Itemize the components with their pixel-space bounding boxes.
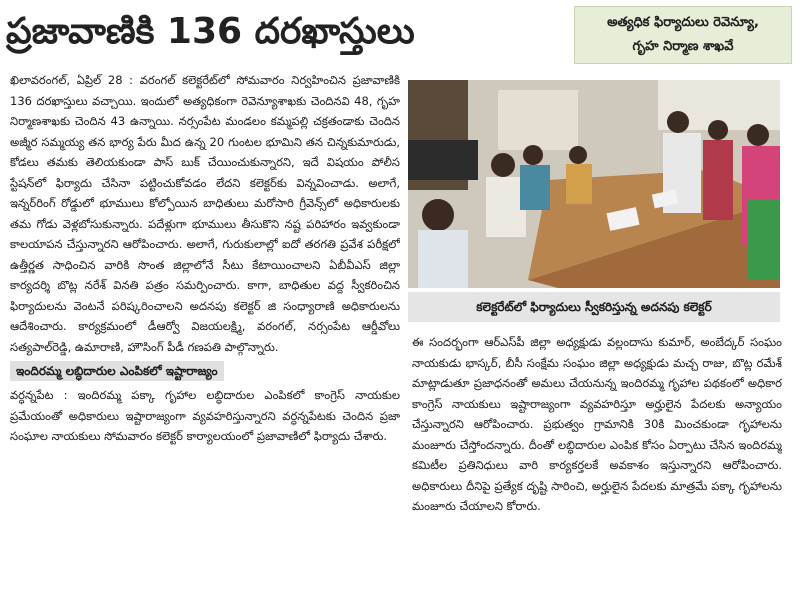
left-column — [10, 70, 400, 585]
article-paragraph: ఖిలావరంగల్, ఏప్రిల్ 28 : వరంగల్ కలెక్టరేట్‌లో సోమవారం నిర్వహించిన ప్రజావాణికి 136 దరఖాస్తులు వచ్చాయి. ఇందులో అత్యధికంగా రెవెన్యూశాఖకు చెందినవి 48, గృహ నిర్మాణశాఖకు చెందిన 43 ఉన్నాయి. నర్సంపేట మండలం కమ్మపల్లి చక్రతండాకు చెందిన అజ్మీర సమ్మయ్య తన భార్య పేరు మీద ఉన్న 20 గుంటల భూమిని తన చిన్నకుమారుడు, కోడలు తమకు తెలియకుండా పాస్ బుక్ చేయించుకున్నారని, ఇదే విషయం పోలీస స్టేషన్‌లో ఫిర్యాదు చేసినా పట్టించుకోవడం లేదని కలెక్టర్‌కు విన్నవించాడు. అలాగే, ఇన్నర్‌రింగ్ రోడ్డులో భూములు కోల్పోయిన బాధితులు మరోసారి గ్రీవెన్స్‌లో అధికారులకు తమ గోడు వెళ్లబోసుకున్నారు. పదేళ్లుగా భూములు తీసుకొని నష్ట పరిహారం ఇవ్వకుండా కాలయాపన చేస్తున్నారని ఆరోపించారు. అలాగే, గురుకులాల్లో ఐదో తరగతి ప్రవేశ పరీక్షలో ఉత్తీర్ణత సాధించిన వారికి సొంత జిల్లాలోనే సీటు కేటాయించాలని ఏబీవీఎస్ జిల్లా కార్యదర్శి బొట్ల నరేశ్ వినతి పత్రం సమర్పించారు. కాగా, బాధితుల వద్ద స్వీకరించిన ఫిర్యాదులను వెంటనే పరిష్కరించాలని అదనపు కలెక్టర్ జి సంధ్యారాణి అధికారులను ఆదేశించారు. కార్యక్రమంలో డీఆర్వో విజయలక్ష్మి, వరంగల్, నర్సంపేట ఆర్డీవోలు సత్యపాల్‌రెడ్డి, ఉమారాణి, హౌసింగ్ పీడీ గణపతి పాల్గొన్నారు. — [10, 73, 400, 354]
right-column — [412, 332, 782, 582]
article-paragraph: వర్ధన్నపేట : ఇందిరమ్మ పక్కా గృహాల లబ్ధిదారుల ఎంపికలో కాంగ్రెస్ నాయకుల ప్రమేయంతో అధికారులు ఇష్టారాజ్యంగా వ్యవహరిస్తున్నారని వర్ధన్నపేటకు చెందిన ప్రజా సంఘాల నాయకులు సోమవారం కలెక్టర్ కార్యాలయంలో ప్రజావాణిలో ఫిర్యాదు చేశారు. — [10, 388, 400, 443]
article-paragraph: ఈ సందర్భంగా ఆర్‌ఎస్‌పీ జిల్లా అధ్యక్షుడు వల్లందాసు కుమార్, అంబేద్కర్ సంఘం నాయకుడు భాస్కర్, బీసీ సంక్షేమ సంఘం జిల్లా అధ్యక్షుడు మచ్చ రాజు, బొట్ల రమేశ్ మాట్లాడుతూ ప్రజాధనంతో అమలు చేయనున్న ఇందిరమ్మ గృహాల పథకంలో అధికార కాంగ్రెస్ నాయకులు ఇష్టారాజ్యంగా వ్యవహరిస్తూ అర్హులైన పేదలకు అన్యాయం చేస్తున్నారని ఆరోపించారు. ప్రభుత్వం గ్రామానికి 30కి మించకుండా గృహాలను మంజూరు చేస్తోందన్నారు. దీంతో లబ్ధిదారుల ఎంపిక కోసం ఏర్పాటు చేసిన ఇందిరమ్మ కమిటీల ప్రతినిధులు వారి కార్యకర్తలకే అవకాశం ఇస్తున్నారని ఆరోపించారు. అధికారులు దీనిపై ప్రత్యేక దృష్టి సారించి, అర్హులైన పేదలకు మాత్రమే పక్కా గృహాలను మంజూరు చేయాలని కోరారు. — [412, 335, 782, 513]
subhead-line-2: గృహ నిర్మాణ శాఖవే — [632, 39, 734, 54]
subhead-line-1: అత్యధిక ఫిర్యాదులు రెవెన్యూ, — [607, 15, 759, 30]
news-photo — [408, 80, 780, 288]
photo-caption: కలెక్టరేట్‌లో ఫిర్యాదులు స్వీకరిస్తున్న అదనపు కలెక్టర్ — [408, 292, 780, 322]
headline: ప్రజావాణికి 136 దరఖాస్తులు — [6, 11, 415, 52]
section-subheading: ఇందిరమ్మ లబ్ధిదారుల ఎంపికలో ఇష్టారాజ్యం — [10, 361, 224, 381]
subhead-box — [574, 6, 792, 64]
